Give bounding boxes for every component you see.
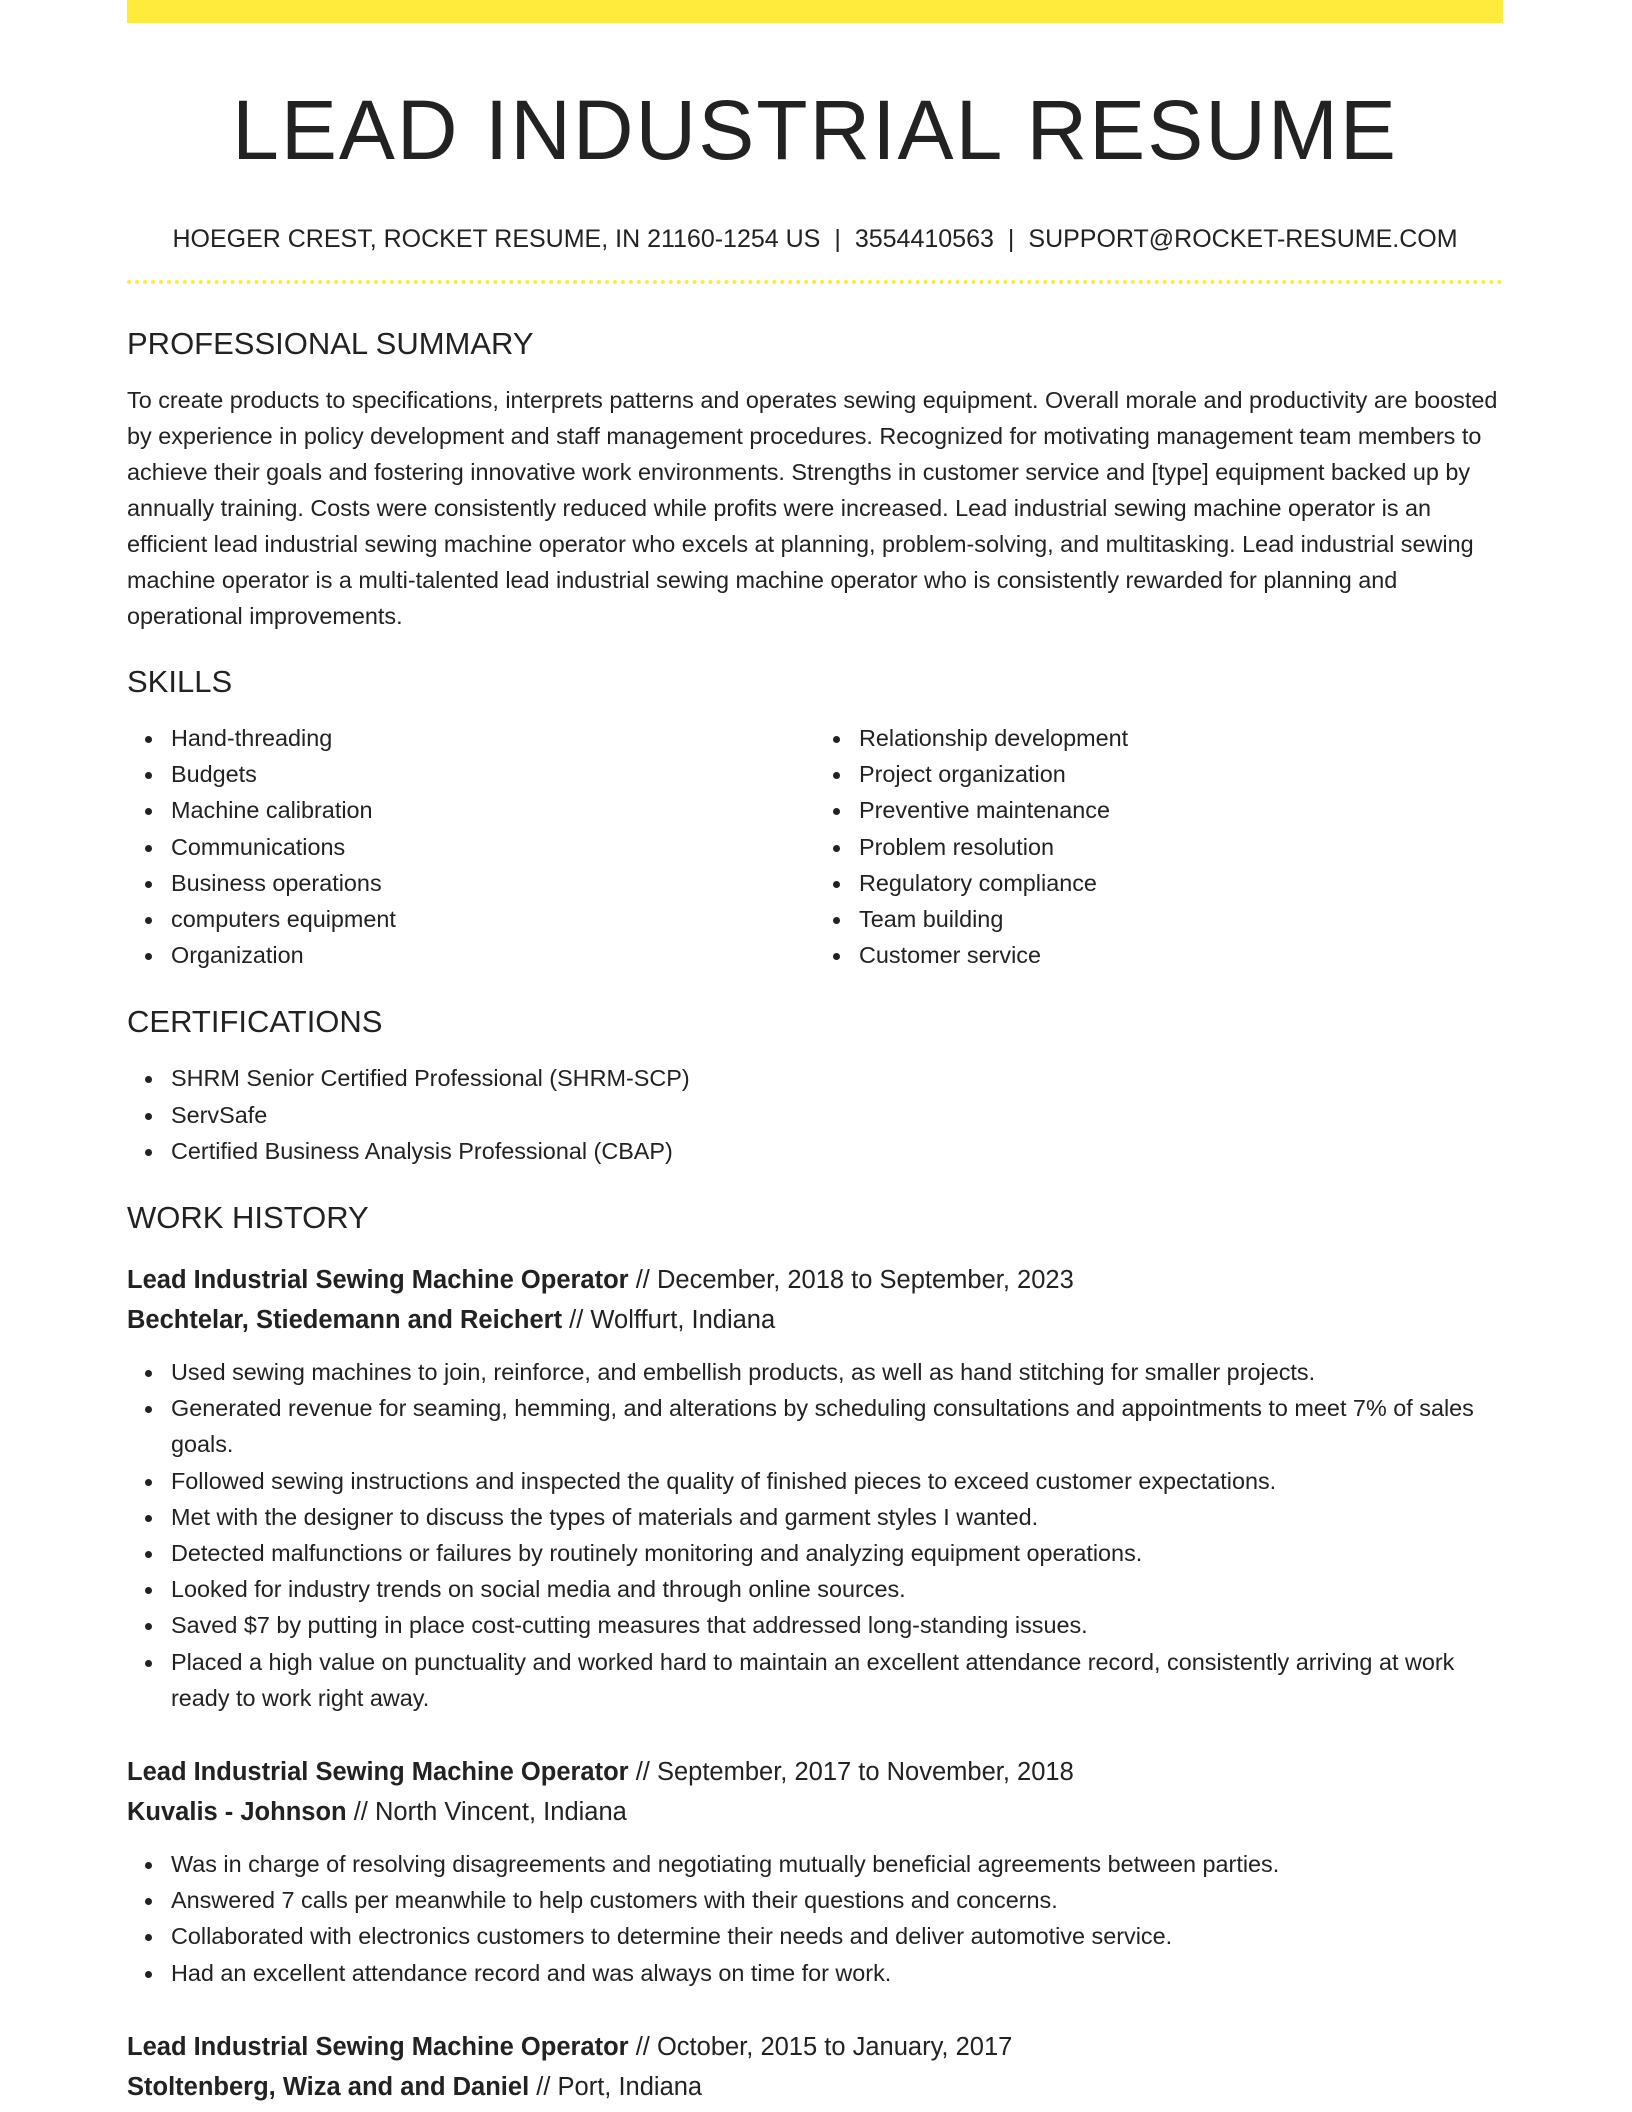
list-item: Placed a high value on punctuality and worked hard to maintain an excellent attendance record, consistently arriving at work ready to work right away. bbox=[171, 1644, 1503, 1716]
job-entry bbox=[127, 1752, 1503, 1991]
job-company-line bbox=[127, 1792, 1503, 1832]
job-separator: // bbox=[635, 1266, 650, 1295]
list-item: Collaborated with electronics customers to determine their needs and deliver automotive service. bbox=[171, 1918, 1503, 1954]
job-company: Bechtelar, Stiedemann and Reichert bbox=[127, 1306, 563, 1335]
list-item: Used sewing machines to join, reinforce, and embellish products, as well as hand stitching for smaller projects. bbox=[171, 1354, 1503, 1390]
list-item: Generated revenue for seaming, hemming, and alterations by scheduling consultations and appointments to meet 7% of sales goals. bbox=[171, 1390, 1503, 1462]
contact-separator: | bbox=[834, 225, 841, 253]
list-item: Regulatory compliance bbox=[859, 865, 1503, 901]
list-item: Organization bbox=[171, 937, 815, 973]
list-item: Budgets bbox=[171, 756, 815, 792]
job-company: Kuvalis - Johnson bbox=[127, 1798, 347, 1827]
list-item: Detected malfunctions or failures by routinely monitoring and analyzing equipment operations. bbox=[171, 1535, 1503, 1571]
summary-heading: PROFESSIONAL SUMMARY bbox=[127, 326, 534, 361]
list-item: SHRM Senior Certified Professional (SHRM-SCP) bbox=[171, 1060, 1503, 1096]
job-title: Lead Industrial Sewing Machine Operator bbox=[127, 1266, 629, 1295]
job-location: North Vincent, Indiana bbox=[374, 1798, 627, 1827]
job-dates: December, 2018 to September, 2023 bbox=[656, 1266, 1074, 1295]
contact-separator: | bbox=[1007, 225, 1015, 253]
list-item: Followed sewing instructions and inspected the quality of finished pieces to exceed customer expectations. bbox=[171, 1463, 1503, 1499]
job-separator: // bbox=[569, 1306, 584, 1335]
page-title: LEAD INDUSTRIAL RESUME bbox=[232, 83, 1398, 177]
skills-list-left bbox=[127, 720, 815, 973]
job-title: Lead Industrial Sewing Machine Operator bbox=[127, 2032, 629, 2061]
job-location: Port, Indiana bbox=[557, 2072, 703, 2101]
job-dates: October, 2015 to January, 2017 bbox=[656, 2032, 1013, 2061]
list-item: Hand-threading bbox=[171, 720, 815, 756]
job-dates: September, 2017 to November, 2018 bbox=[656, 1758, 1074, 1787]
job-title-line bbox=[127, 1752, 1503, 1792]
job-company: Stoltenberg, Wiza and and Daniel bbox=[127, 2072, 530, 2101]
job-company-line bbox=[127, 2067, 1503, 2107]
skills-list-right bbox=[815, 720, 1503, 973]
job-bullets bbox=[127, 1354, 1503, 1716]
job-separator: // bbox=[635, 2032, 650, 2061]
list-item: Project organization bbox=[859, 756, 1503, 792]
work-history-heading: WORK HISTORY bbox=[127, 1200, 369, 1236]
job-location: Wolffurt, Indiana bbox=[590, 1306, 776, 1335]
list-item: Certified Business Analysis Professional (CBAP) bbox=[171, 1133, 1503, 1169]
summary-text: To create products to specifications, interprets patterns and operates sewing equipment. Overall morale and productivity are boosted by experience in policy development and staff management procedures. Recognized for motivating management team members to achieve their goals and fostering innovative work environments. Strengths in customer service and [type] equipment backed up by annually training. Costs were consistently reduced while profits were increased. Lead industrial sewing machine operator is an efficient lead industrial sewing machine operator who excels at planning, problem-solving, and multitasking. Lead industrial sewing machine operator is a multi-talented lead industrial sewing machine operator who is consistently rewarded for planning and operational improvements. bbox=[127, 387, 1498, 629]
job-separator: // bbox=[353, 1798, 368, 1827]
list-item: Looked for industry trends on social media and through online sources. bbox=[171, 1571, 1503, 1607]
job-title-line bbox=[127, 2027, 1503, 2067]
contact-line bbox=[127, 224, 1503, 254]
job-company-line bbox=[127, 1300, 1503, 1340]
job-separator: // bbox=[635, 1758, 650, 1787]
list-item: Customer service bbox=[859, 937, 1503, 973]
skills-heading: SKILLS bbox=[127, 664, 233, 699]
certifications-list bbox=[127, 1060, 1503, 1169]
skills-columns bbox=[127, 720, 1503, 973]
list-item: Relationship development bbox=[859, 720, 1503, 756]
list-item: Machine calibration bbox=[171, 792, 815, 828]
job-entry bbox=[127, 1260, 1503, 1716]
contact-phone: 3554410563 bbox=[854, 225, 994, 253]
certifications-heading: CERTIFICATIONS bbox=[127, 1004, 383, 1040]
list-item: computers equipment bbox=[171, 901, 815, 937]
list-item: Communications bbox=[171, 829, 815, 865]
list-item: ServSafe bbox=[171, 1097, 1503, 1133]
job-bullets bbox=[127, 1846, 1503, 1991]
job-entry bbox=[127, 2027, 1503, 2107]
list-item: Answered 7 calls per meanwhile to help customers with their questions and concerns. bbox=[171, 1882, 1503, 1918]
list-item: Had an excellent attendance record and was always on time for work. bbox=[171, 1955, 1503, 1991]
list-item: Saved $7 by putting in place cost-cutting measures that addressed long-standing issues. bbox=[171, 1607, 1503, 1643]
list-item: Team building bbox=[859, 901, 1503, 937]
job-title: Lead Industrial Sewing Machine Operator bbox=[127, 1758, 629, 1787]
list-item: Met with the designer to discuss the types of materials and garment styles I wanted. bbox=[171, 1499, 1503, 1535]
list-item: Preventive maintenance bbox=[859, 792, 1503, 828]
dotted-divider bbox=[127, 280, 1503, 284]
job-separator: // bbox=[536, 2072, 551, 2101]
resume-content bbox=[127, 0, 1503, 2107]
list-item: Business operations bbox=[171, 865, 815, 901]
list-item: Was in charge of resolving disagreements and negotiating mutually beneficial agreements between parties. bbox=[171, 1846, 1503, 1882]
list-item: Problem resolution bbox=[859, 829, 1503, 865]
contact-address: HOEGER CREST, ROCKET RESUME, IN 21160-1254 US bbox=[172, 225, 821, 253]
job-title-line bbox=[127, 1260, 1503, 1300]
contact-email: SUPPORT@ROCKET-RESUME.COM bbox=[1028, 225, 1458, 253]
